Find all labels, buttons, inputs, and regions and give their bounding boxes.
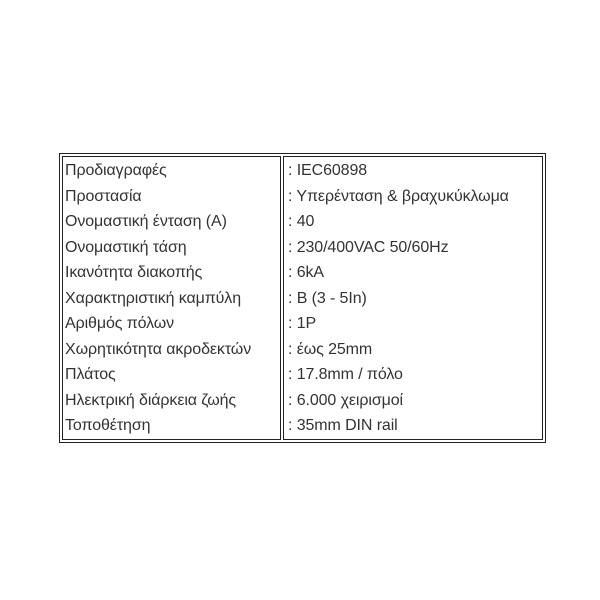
spec-value: : 6kA xyxy=(288,264,324,282)
spec-value-column xyxy=(283,156,543,440)
specifications-table xyxy=(59,153,546,443)
spec-label: Ονομαστική τάση xyxy=(65,238,187,256)
spec-label: Ικανότητα διακοπής xyxy=(65,264,203,282)
spec-label: Ονομαστική ένταση (A) xyxy=(65,213,227,231)
spec-label: Χωρητικότητα ακροδεκτών xyxy=(65,340,252,358)
spec-label: Προδιαγραφές xyxy=(65,162,167,179)
spec-value: : IEC60898 xyxy=(288,162,368,179)
spec-value: : 40 xyxy=(288,213,315,231)
spec-value: : 17.8mm / πόλο xyxy=(288,366,403,384)
spec-value: : 230/400VAC 50/60Hz xyxy=(288,238,449,256)
spec-value: : 1P xyxy=(288,315,317,333)
spec-value: : έως 25mm xyxy=(288,340,373,358)
spec-label-column xyxy=(62,156,281,440)
spec-value: : B (3 - 5In) xyxy=(288,289,367,307)
spec-label: Ηλεκτρική διάρκεια ζωής xyxy=(65,391,236,409)
spec-label: Χαρακτηριστική καμπύλη xyxy=(65,289,242,307)
spec-value: : 35mm DIN rail xyxy=(288,417,398,435)
spec-value: : Υπερένταση & βραχυκύκλωμα xyxy=(288,187,509,205)
spec-label: Πλάτος xyxy=(65,366,116,384)
spec-label: Αριθμός πόλων xyxy=(65,315,175,333)
spec-label: Προστασία xyxy=(65,187,142,205)
spec-value: : 6.000 χειρισμοί xyxy=(288,391,403,409)
spec-label: Τοποθέτηση xyxy=(65,417,151,435)
